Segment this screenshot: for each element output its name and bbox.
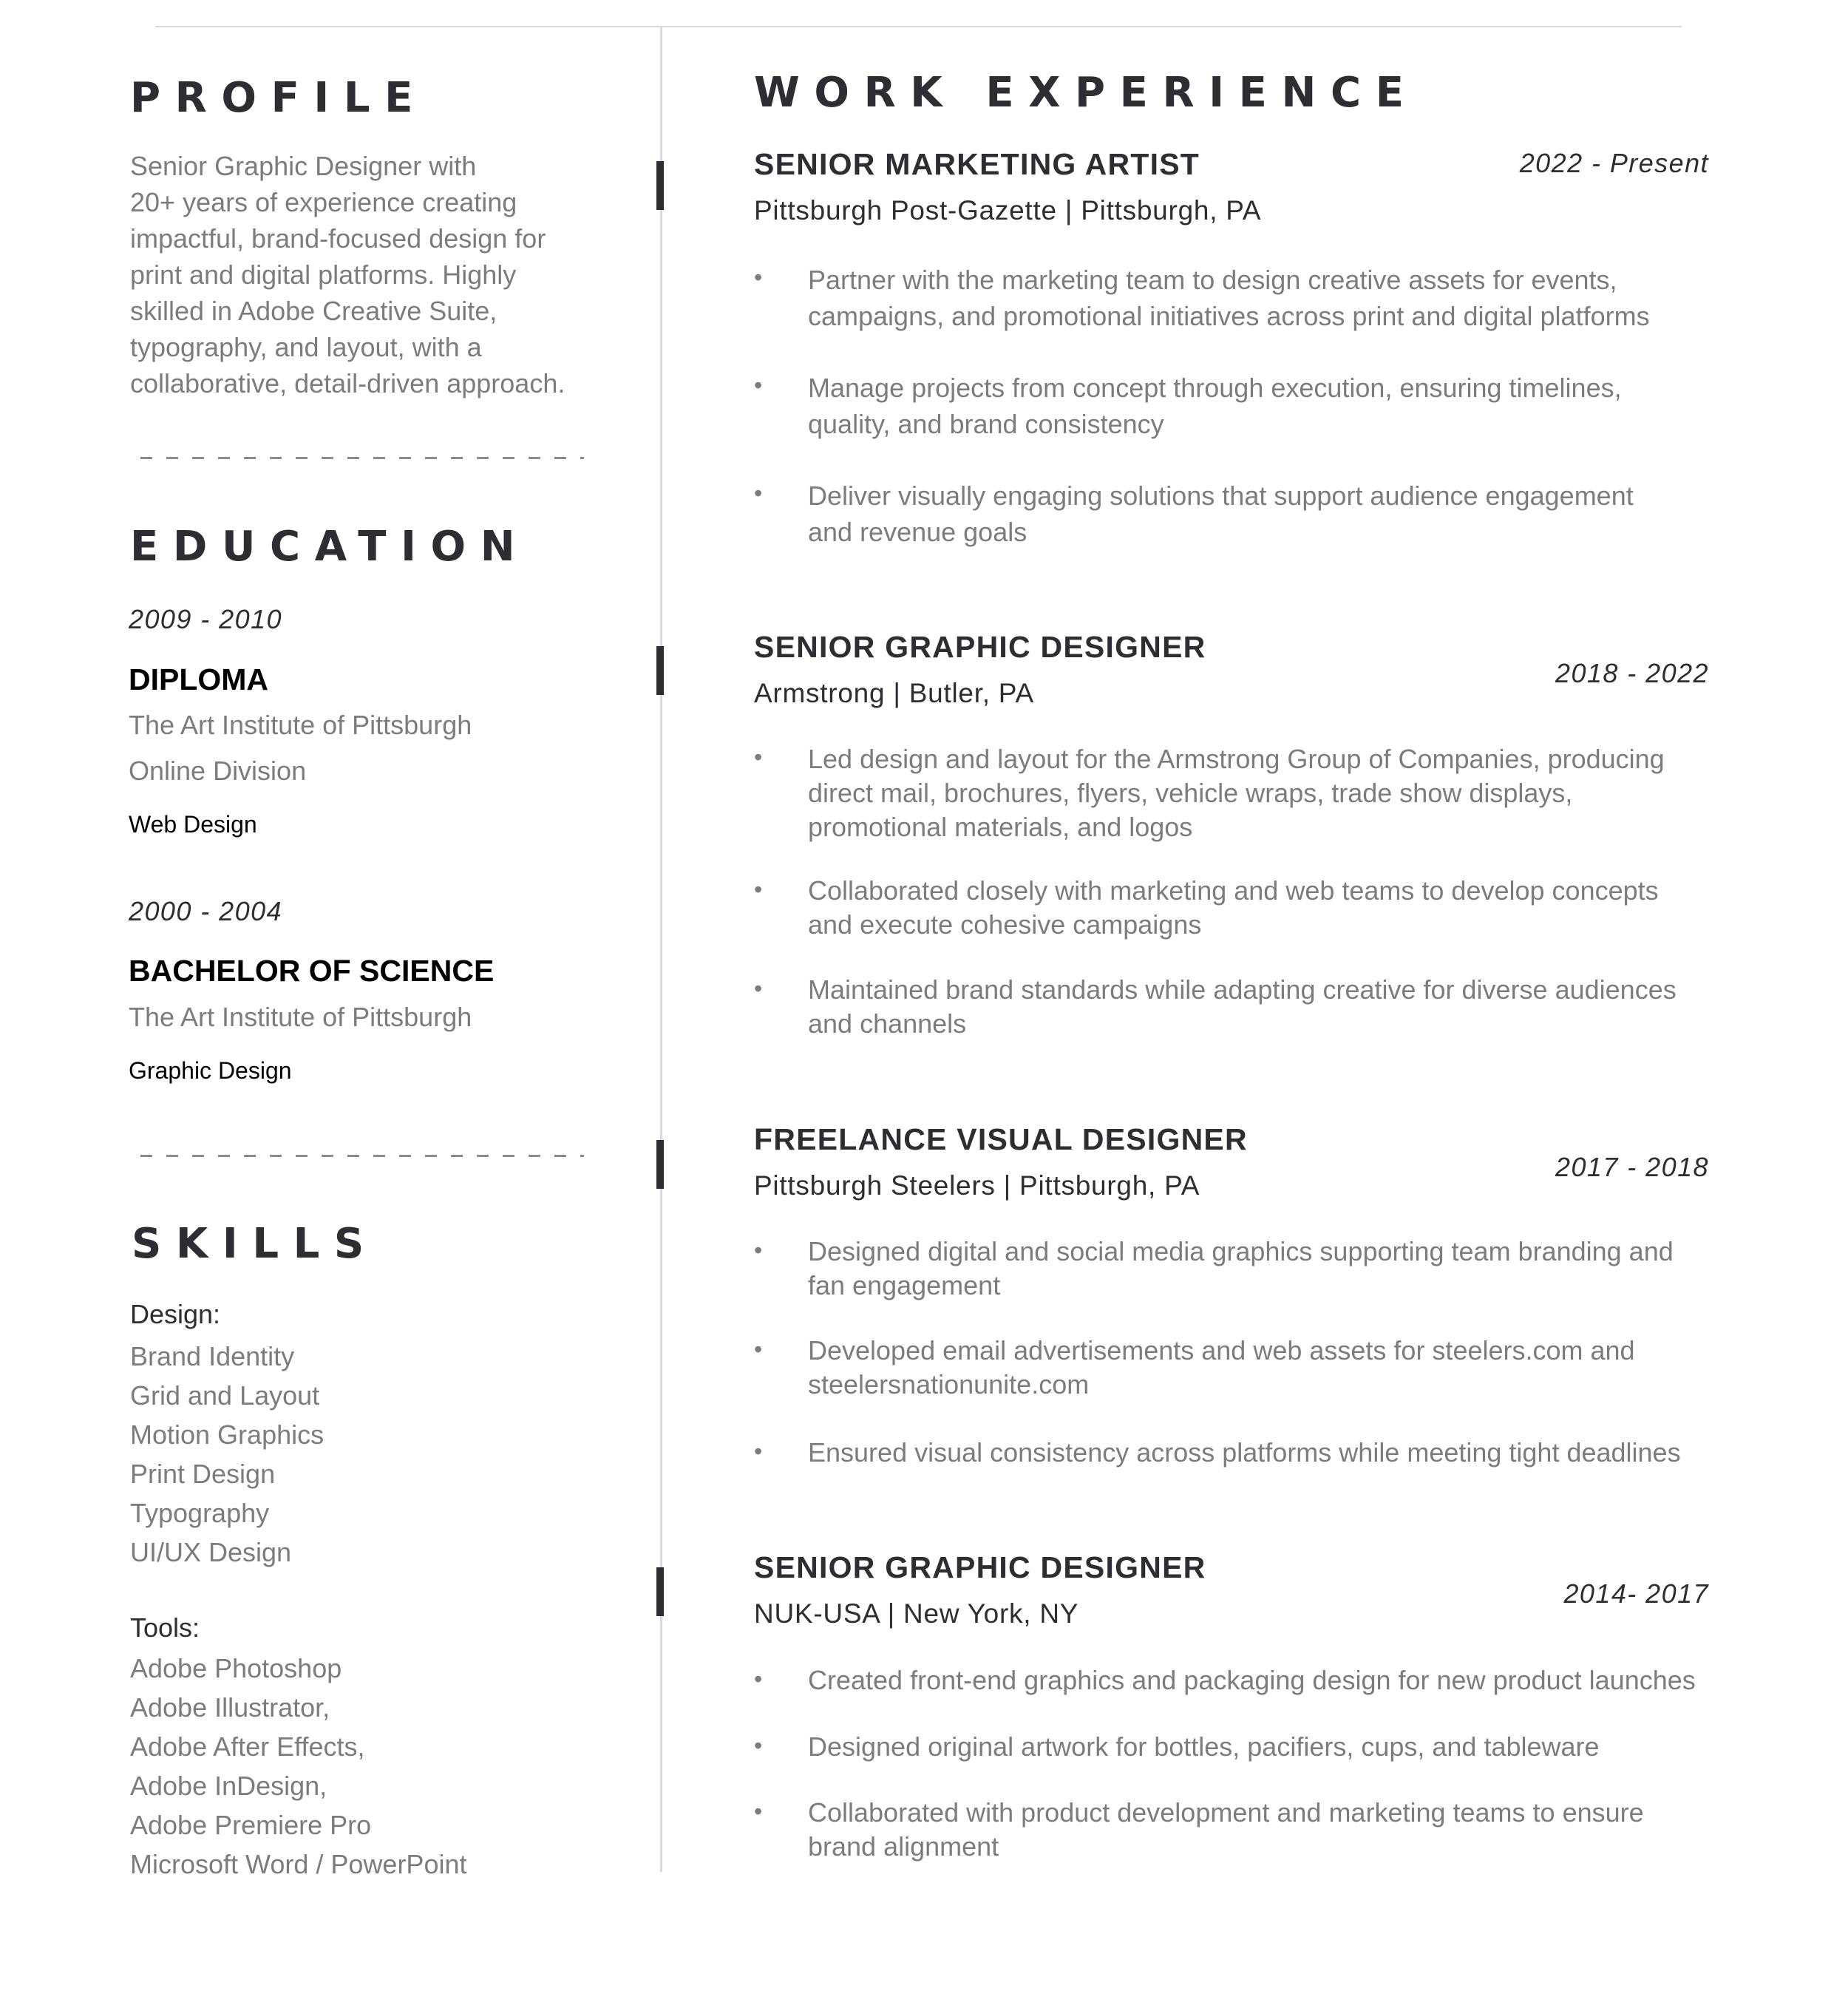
section-divider	[140, 457, 584, 459]
bullet-line: steelersnationunite.com	[808, 1369, 1090, 1400]
timeline-marker	[656, 646, 664, 695]
tool-item: Adobe InDesign,	[130, 1771, 327, 1801]
job-bullet	[808, 973, 1725, 1041]
work-experience-heading: WORK EXPERIENCE	[754, 69, 1419, 117]
bullet-line: Developed email advertisements and web assets for steelers.com and	[808, 1335, 1635, 1365]
bullet-line: Ensured visual consistency across platforms while meeting tight deadlines	[808, 1437, 1681, 1468]
profile-line: impactful, brand-focused design for	[130, 223, 546, 254]
bullet-line: Collaborated closely with marketing and web teams to develop concepts	[808, 875, 1659, 906]
skill-item: UI/UX Design	[130, 1537, 292, 1567]
tool-item: Microsoft Word / PowerPoint	[130, 1849, 467, 1879]
timeline-marker	[656, 1140, 664, 1189]
job-title: SENIOR MARKETING ARTIST	[754, 147, 1200, 181]
bullet-line: Created front-end graphics and packaging design for new product launches	[808, 1665, 1696, 1695]
bullet-line: Deliver visually engaging solutions that support audience engagement	[808, 481, 1634, 511]
bullet-line: Designed original artwork for bottles, pacifiers, cups, and tableware	[808, 1731, 1600, 1762]
bullet-icon: •	[754, 1732, 763, 1759]
bullet-icon: •	[754, 975, 763, 1002]
bullet-line: Designed digital and social media graphics supporting team branding and	[808, 1236, 1674, 1266]
education-school: The Art Institute of Pittsburgh	[129, 1002, 472, 1032]
job-bullet	[808, 874, 1725, 942]
bullet-icon: •	[754, 744, 763, 770]
job-bullet	[808, 1663, 1725, 1697]
job-bullet	[808, 1235, 1725, 1303]
skill-item: Grid and Layout	[130, 1380, 320, 1411]
profile-heading: PROFILE	[130, 74, 427, 122]
timeline-marker	[656, 1567, 664, 1616]
tool-item: Adobe Photoshop	[130, 1653, 342, 1683]
bullet-icon: •	[754, 264, 763, 291]
bullet-icon: •	[754, 1666, 763, 1692]
profile-summary	[130, 148, 603, 401]
skills-design-list	[130, 1337, 324, 1572]
bullet-line: direct mail, brochures, flyers, vehicle wraps, trade show displays,	[808, 778, 1573, 808]
job-company: Pittsburgh Post-Gazette | Pittsburgh, PA	[754, 195, 1262, 225]
profile-line: 20+ years of experience creating	[130, 187, 517, 217]
job-company: Pittsburgh Steelers | Pittsburgh, PA	[754, 1170, 1200, 1201]
job-bullet	[808, 1436, 1725, 1470]
job-bullet	[808, 478, 1725, 550]
education-field: Graphic Design	[129, 1057, 292, 1084]
job-bullet	[808, 1334, 1725, 1402]
education-field: Web Design	[129, 811, 257, 838]
bullet-line: and execute cohesive campaigns	[808, 909, 1202, 940]
profile-line: collaborative, detail-driven approach.	[130, 368, 565, 398]
skills-design-label: Design:	[130, 1299, 221, 1329]
education-school: Online Division	[129, 756, 307, 786]
bullet-icon: •	[754, 1798, 763, 1825]
job-bullet	[808, 1730, 1725, 1764]
job-title: FREELANCE VISUAL DESIGNER	[754, 1122, 1248, 1156]
education-degree: BACHELOR OF SCIENCE	[129, 954, 495, 988]
job-dates: 2017 - 2018	[1555, 1152, 1709, 1182]
profile-line: print and digital platforms. Highly	[130, 259, 517, 290]
job-bullet	[808, 742, 1725, 844]
bullet-line: Collaborated with product development and marketing teams to ensure	[808, 1797, 1644, 1828]
tool-item: Adobe Illustrator,	[130, 1692, 330, 1723]
job-dates: 2014- 2017	[1563, 1578, 1709, 1609]
profile-line: typography, and layout, with a	[130, 332, 482, 362]
skill-item: Motion Graphics	[130, 1419, 325, 1450]
bullet-line: and channels	[808, 1008, 967, 1039]
job-bullet	[808, 1796, 1725, 1864]
skill-item: Print Design	[130, 1459, 276, 1489]
bullet-line: Partner with the marketing team to design creative assets for events,	[808, 265, 1617, 295]
tool-item: Adobe After Effects,	[130, 1731, 365, 1762]
bullet-icon: •	[754, 1336, 763, 1363]
profile-line: skilled in Adobe Creative Suite,	[130, 296, 497, 326]
skills-heading: SKILLS	[132, 1220, 378, 1268]
job-bullet	[808, 370, 1725, 442]
bullet-icon: •	[754, 480, 763, 506]
profile-line: Senior Graphic Designer with	[130, 151, 477, 181]
education-dates: 2000 - 2004	[129, 896, 283, 926]
education-dates: 2009 - 2010	[129, 604, 283, 634]
job-dates: 2018 - 2022	[1555, 658, 1709, 688]
education-school: The Art Institute of Pittsburgh	[129, 710, 472, 740]
timeline-marker	[656, 161, 664, 210]
skill-item: Brand Identity	[130, 1341, 295, 1371]
job-company: Armstrong | Butler, PA	[754, 678, 1034, 708]
job-title: SENIOR GRAPHIC DESIGNER	[754, 630, 1206, 664]
education-degree: DIPLOMA	[129, 662, 269, 696]
job-title: SENIOR GRAPHIC DESIGNER	[754, 1550, 1206, 1584]
job-company: NUK-USA | New York, NY	[754, 1598, 1079, 1629]
bullet-line: promotional materials, and logos	[808, 812, 1193, 842]
bullet-icon: •	[754, 372, 763, 398]
bullet-line: quality, and brand consistency	[808, 409, 1164, 439]
bullet-line: fan engagement	[808, 1270, 1001, 1300]
skills-tools-list	[130, 1649, 466, 1884]
skill-item: Typography	[130, 1498, 270, 1528]
job-dates: 2022 - Present	[1519, 148, 1709, 178]
bullet-line: campaigns, and promotional initiatives across print and digital platforms	[808, 301, 1650, 331]
bullet-line: brand alignment	[808, 1831, 999, 1862]
tool-item: Adobe Premiere Pro	[130, 1810, 372, 1840]
section-divider	[140, 1155, 584, 1157]
bullet-icon: •	[754, 876, 763, 903]
top-rule	[155, 26, 1682, 27]
job-bullet	[808, 262, 1725, 334]
skills-tools-label: Tools:	[130, 1612, 200, 1643]
bullet-line: and revenue goals	[808, 517, 1027, 547]
bullet-line: Maintained brand standards while adapting creative for diverse audiences	[808, 974, 1677, 1005]
bullet-icon: •	[754, 1237, 763, 1263]
bullet-line: Led design and layout for the Armstrong Group of Companies, producing	[808, 744, 1665, 774]
education-heading: EDUCATION	[130, 523, 530, 571]
bullet-icon: •	[754, 1438, 763, 1465]
bullet-line: Manage projects from concept through execution, ensuring timelines,	[808, 373, 1622, 403]
